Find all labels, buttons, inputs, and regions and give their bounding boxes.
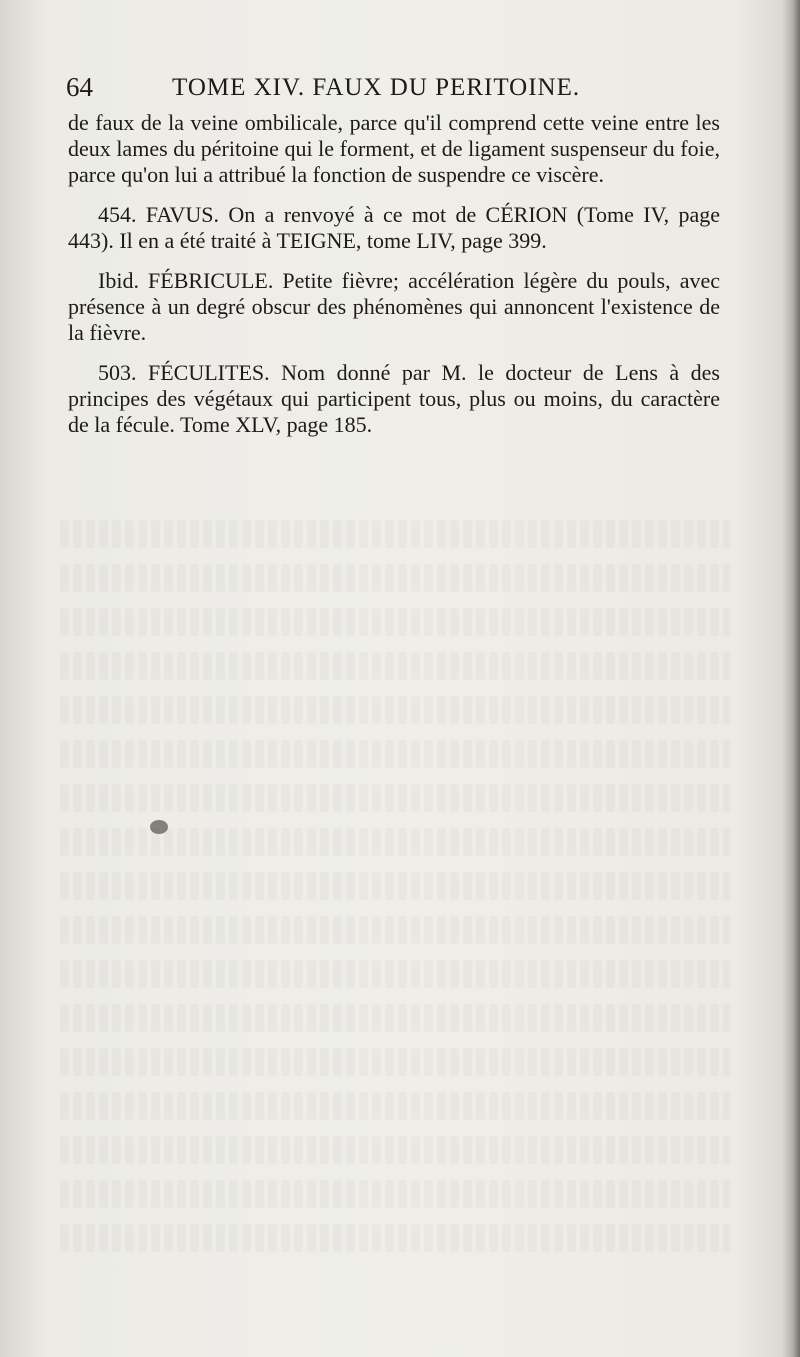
page-edge-shadow [782,0,800,1357]
entry-feculites: 503. FÉCULITES. Nom donné par M. le docteur de Lens à des principes des végétaux qui participent tous, plus ou moins, du caractère de la fécule. Tome XLV, page 185. [68,360,720,437]
page-number: 64 [66,72,93,102]
entry-febricule: Ibid. FÉBRICULE. Petite fièvre; accélération légère du pouls, avec présence à un degré obscur des phénomènes qui annoncent l'existence de la fièvre. [68,268,720,345]
page-body [68,110,720,452]
ink-smudge [150,820,168,834]
running-head: TOME XIV. FAUX DU PERITOINE. [172,74,581,101]
paragraph-faux-veine-ombilicale: de faux de la veine ombilicale, parce qu'il comprend cette veine entre les deux lames du péritoine qui le forment, et de ligament suspenseur du foie, parce qu'on lui a attribué la fonction de suspendre ce viscère. [68,110,720,187]
show-through-text [60,520,730,1300]
page-header [66,72,726,112]
entry-favus: 454. FAVUS. On a renvoyé à ce mot de CÉRION (Tome IV, page 443). Il en a été traité à TEIGNE, tome LIV, page 399. [68,202,720,253]
